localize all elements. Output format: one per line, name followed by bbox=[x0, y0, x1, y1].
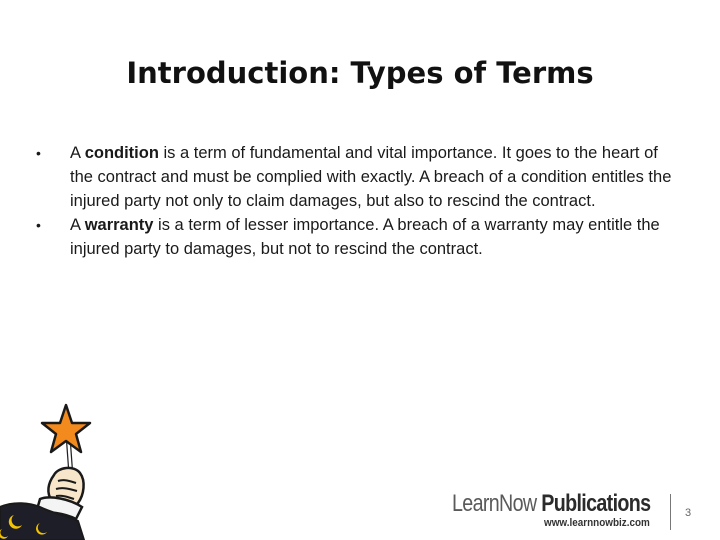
logo-learn-text: LearnNow bbox=[452, 490, 537, 517]
bullet-marker: • bbox=[36, 217, 41, 233]
bullet-item-warranty bbox=[36, 213, 676, 261]
footer-divider bbox=[670, 494, 671, 530]
bullet-item-condition bbox=[36, 141, 676, 213]
page-number: 3 bbox=[685, 507, 692, 519]
slide-title: Introduction: Types of Terms bbox=[126, 56, 594, 90]
bullet-text-prefix: A bbox=[70, 144, 85, 162]
logo-url: www.learnnowbiz.com bbox=[544, 517, 650, 529]
learnnow-publications-logo bbox=[452, 490, 672, 532]
logo-wordmark bbox=[452, 490, 650, 518]
term-condition: condition bbox=[84, 144, 159, 162]
term-warranty: warranty bbox=[84, 216, 154, 234]
bullet-list bbox=[36, 141, 676, 261]
star-icon bbox=[42, 405, 90, 452]
bullet-text-body: is a term of fundamental and vital importance. It goes to the heart of the contract and must be complied with exactly. A breach of a condition entitles the injured party not only to claim damages, but also to rescind the contract. bbox=[70, 144, 672, 210]
wizard-hand-with-star-wand-icon bbox=[0, 395, 110, 540]
bullet-marker: • bbox=[36, 145, 41, 161]
logo-publications-text: Publications bbox=[541, 490, 651, 517]
bullet-text-body: is a term of lesser importance. A breach of a warranty may entitle the injured party to damages, but not to rescind the contract. bbox=[70, 216, 660, 258]
bullet-text-prefix: A bbox=[70, 216, 85, 234]
